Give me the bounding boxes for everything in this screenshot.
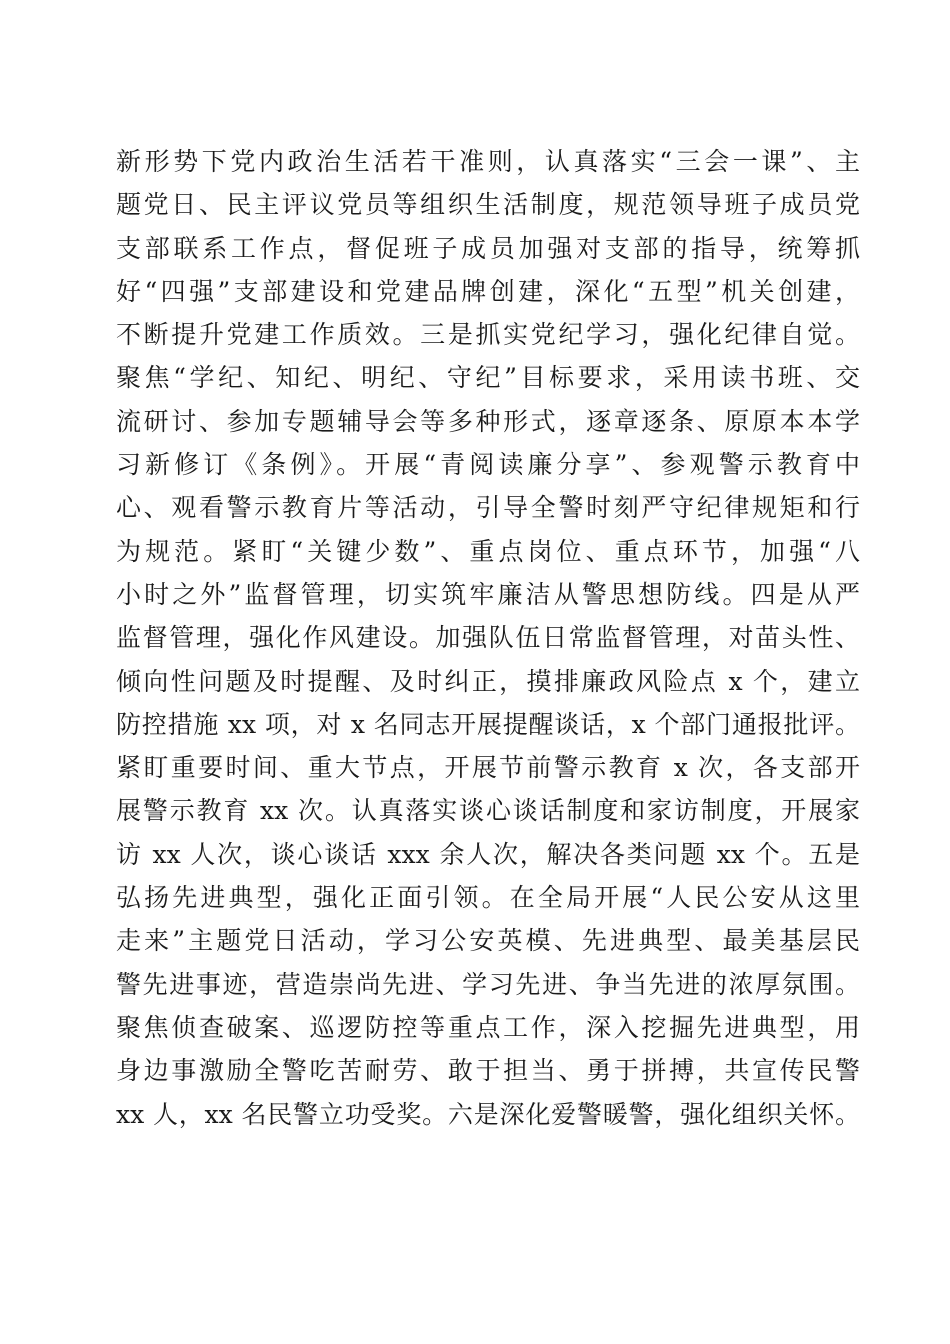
text-line: 流研讨、参加专题辅导会等多种形式，逐章逐条、原原本本学: [116, 406, 860, 436]
body-paragraph: [116, 140, 860, 1136]
text-line: 为规范。紧盯“关键少数”、重点岗位、重点环节，加强“八: [116, 536, 860, 566]
text-line: 聚焦侦查破案、巡逻防控等重点工作，深入挖掘先进典型，用: [116, 1012, 860, 1042]
text-line: 新形势下党内政治生活若干准则，认真落实“三会一课”、主: [116, 147, 860, 176]
text-line: 展警示教育 xx 次。认真落实谈心谈话制度和家访制度，开展家: [116, 796, 860, 826]
text-line: 倾向性问题及时提醒、及时纠正，摸排廉政风险点 x 个，建立: [116, 666, 860, 696]
text-line: 不断提升党建工作质效。三是抓实党纪学习，强化纪律自觉。: [116, 320, 860, 350]
text-line: 题党日、民主评议党员等组织生活制度，规范领导班子成员党: [116, 190, 860, 220]
text-line: 防控措施 xx 项，对 x 名同志开展提醒谈话，x 个部门通报批评。: [116, 709, 860, 739]
text-line: 聚焦“学纪、知纪、明纪、守纪”目标要求，采用读书班、交: [116, 363, 860, 393]
text-line: 警先进事迹，营造崇尚先进、学习先进、争当先进的浓厚氛围。: [116, 969, 860, 999]
text-line: 支部联系工作点，督促班子成员加强对支部的指导，统筹抓: [116, 233, 860, 263]
text-line: 心、观看警示教育片等活动，引导全警时刻严守纪律规矩和行: [116, 493, 860, 523]
text-line: 习新修订《条例》。开展“青阅读廉分享”、参观警示教育中: [116, 450, 860, 480]
text-line: 好“四强”支部建设和党建品牌创建，深化“五型”机关创建，: [116, 276, 860, 306]
text-line: 走来”主题党日活动，学习公安英模、先进典型、最美基层民: [116, 926, 860, 956]
text-line: 紧盯重要时间、重大节点，开展节前警示教育 x 次，各支部开: [116, 753, 860, 783]
text-line: 监督管理，强化作风建设。加强队伍日常监督管理，对苗头性、: [116, 623, 860, 653]
text-line: xx 人，xx 名民警立功受奖。六是深化爱警暖警，强化组织关怀。: [116, 1099, 860, 1129]
text-line: 访 xx 人次，谈心谈话 xxx 余人次，解决各类问题 xx 个。五是: [116, 839, 860, 869]
text-line: 小时之外”监督管理，切实筑牢廉洁从警思想防线。四是从严: [116, 579, 860, 609]
text-line: 弘扬先进典型，强化正面引领。在全局开展“人民公安从这里: [116, 883, 860, 913]
text-line: 身边事激励全警吃苦耐劳、敢于担当、勇于拼搏，共宣传民警: [116, 1056, 860, 1086]
